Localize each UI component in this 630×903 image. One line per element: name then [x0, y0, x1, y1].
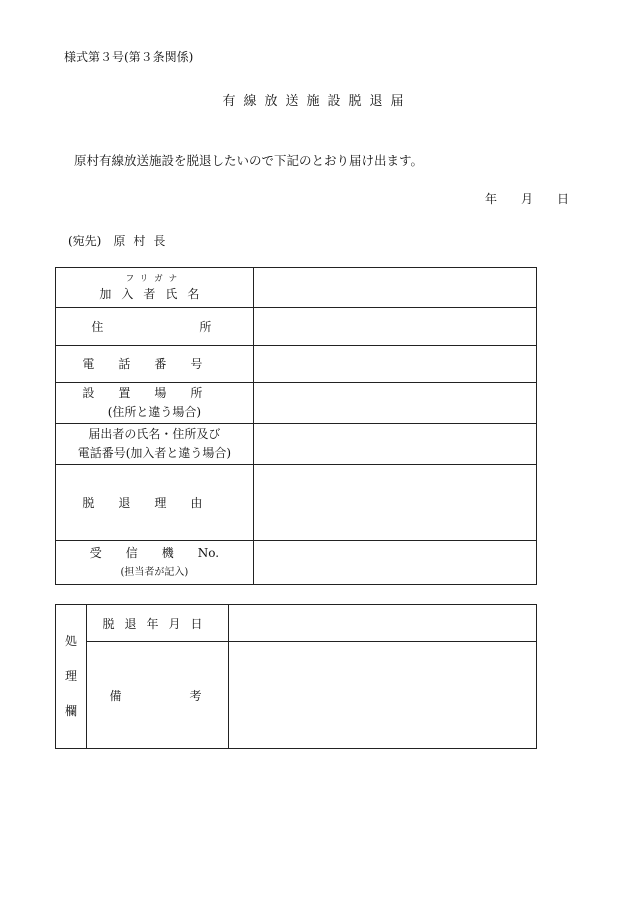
install-location-field[interactable] [253, 383, 536, 424]
receiver-no-label: No. [197, 545, 220, 560]
label-install-location [56, 383, 254, 424]
label-withdrawal-reason [56, 465, 254, 541]
receiver-field[interactable] [253, 541, 536, 585]
document-title: 有線放送施設脱退届 [222, 94, 412, 109]
phone-field[interactable] [253, 346, 536, 383]
address-label: 住 所 [91, 320, 218, 334]
install-location-note: (住所と違う場合) [107, 405, 202, 419]
date-month-label: 月 [521, 192, 534, 206]
applicant-table [55, 267, 537, 585]
receiver-label: 受信機 [89, 545, 198, 560]
withdrawal-reason-label: 脱退理由 [82, 496, 227, 510]
notifier-field[interactable] [253, 424, 536, 465]
addressee [68, 232, 173, 249]
phone-label: 電話番号 [82, 357, 227, 371]
member-name-field[interactable] [253, 268, 536, 308]
withdrawal-date-field[interactable] [229, 605, 537, 642]
label-address [56, 308, 254, 346]
processing-table [55, 604, 537, 749]
processing-side-label [56, 605, 87, 749]
label-remarks [87, 642, 229, 749]
withdrawal-reason-field[interactable] [253, 465, 536, 541]
withdrawal-date-label: 脱退年月日 [102, 616, 213, 631]
label-withdrawal-date [87, 605, 229, 642]
date-year-label: 年 [485, 192, 498, 206]
addressee-label: (宛先) [68, 234, 102, 248]
side-char: 理 [64, 669, 77, 683]
install-location-label: 設置場所 [82, 386, 227, 400]
notifier-label: 届出者の氏名・住所及び [88, 427, 221, 441]
furigana-label: フリガナ [125, 274, 184, 284]
intro-statement: 原村有線放送施設を脱退したいので下記のとおり届け出ます。 [74, 153, 424, 168]
address-field[interactable] [253, 308, 536, 346]
label-phone [56, 346, 254, 383]
label-receiver [56, 541, 254, 585]
receiver-note: (担当者が記入) [120, 566, 189, 578]
label-member-name [56, 268, 254, 308]
side-char: 欄 [64, 704, 77, 718]
member-name-label: 加入者氏名 [99, 287, 210, 301]
notifier-note: 電話番号(加入者と違う場合) [77, 446, 232, 460]
side-char: 処 [64, 634, 77, 648]
remarks-field[interactable] [229, 642, 537, 749]
addressee-name: 原村長 [113, 234, 174, 248]
date-day-label: 日 [557, 192, 570, 206]
date-line [485, 190, 569, 207]
remarks-label: 備 考 [109, 688, 206, 703]
form-number: 様式第３号(第３条関係) [64, 50, 194, 64]
label-notifier [56, 424, 254, 465]
